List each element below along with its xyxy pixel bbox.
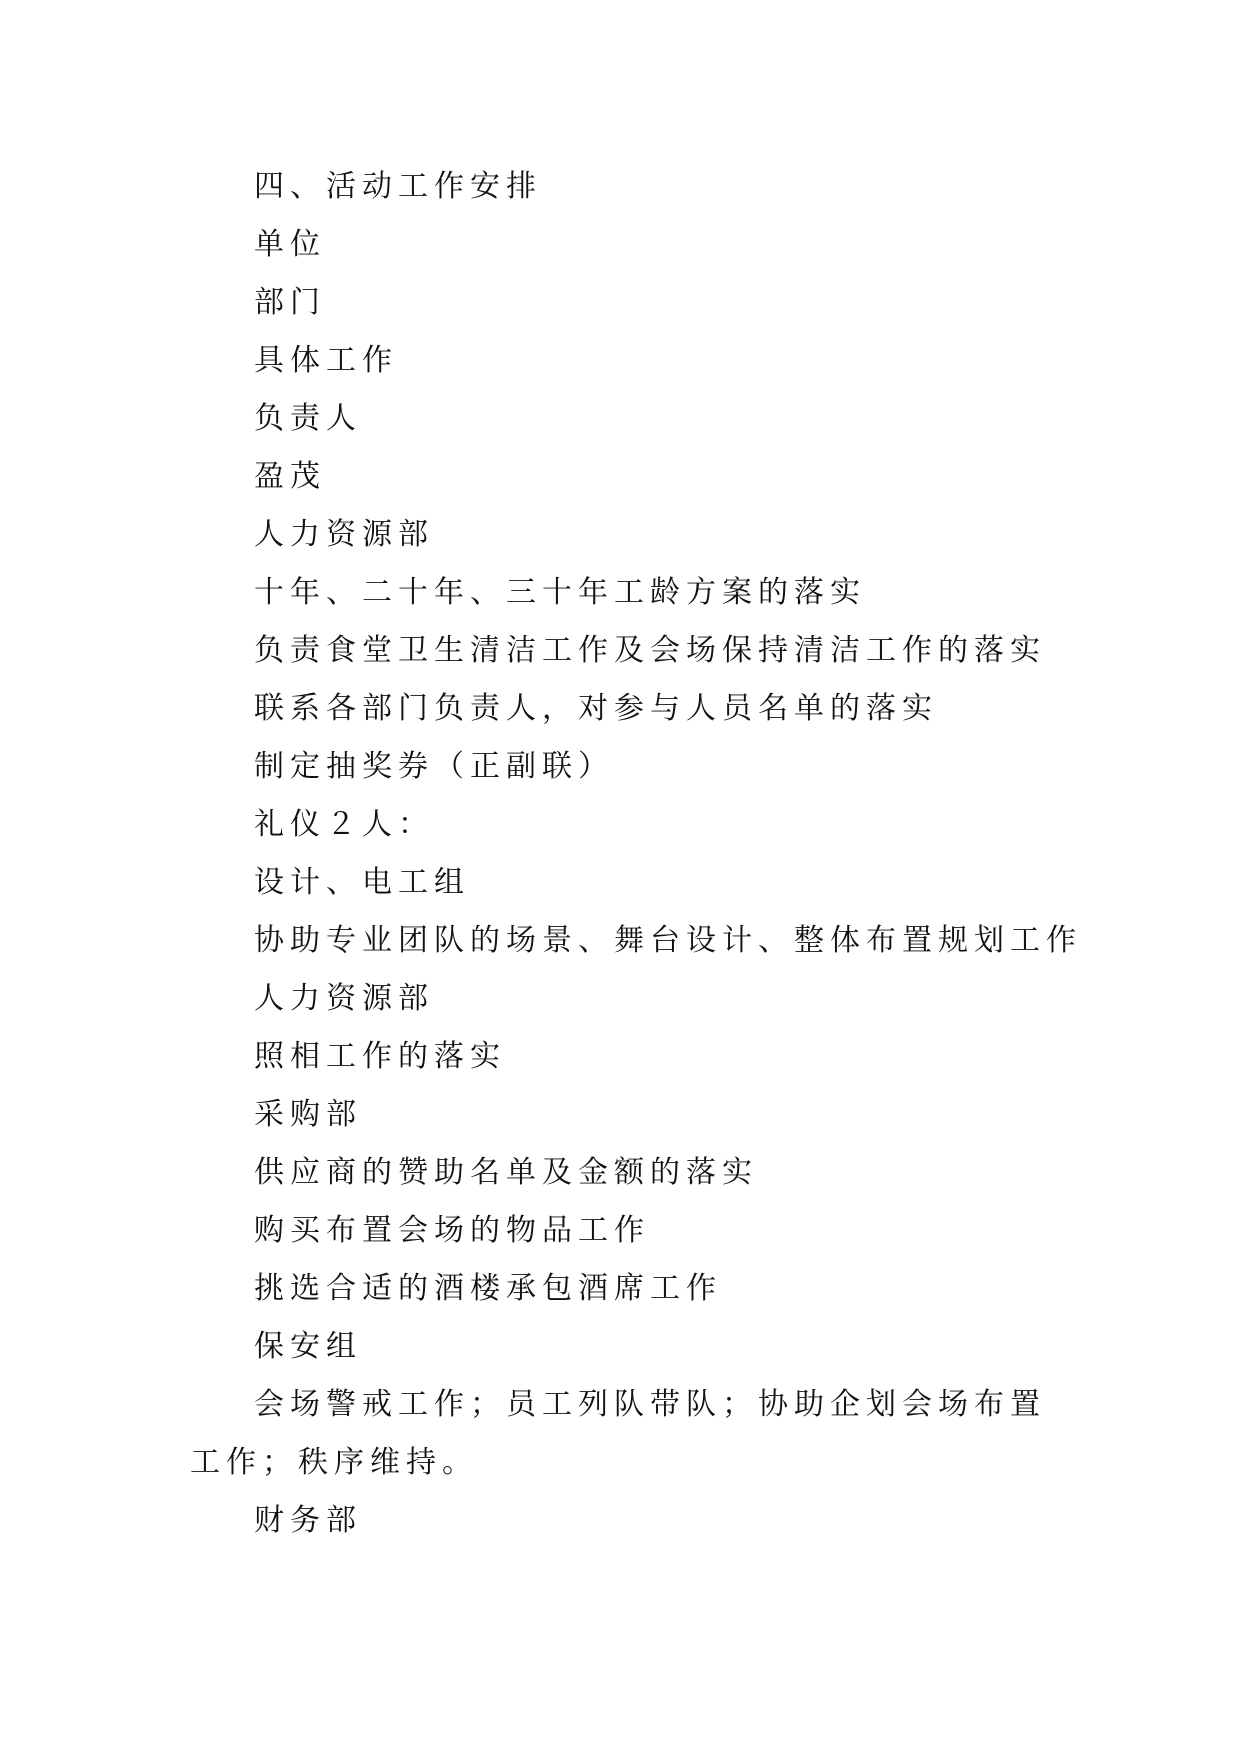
text-line: 联系各部门负责人，对参与人员名单的落实 — [254, 691, 938, 726]
text-line: 照相工作的落实 — [254, 1039, 506, 1074]
text-line: 十年、二十年、三十年工龄方案的落实 — [254, 575, 866, 610]
text-paragraph: 会场警戒工作；员工列队带队；协助企划会场布置工作；秩序维持。 — [190, 1387, 1046, 1480]
text-line: 设计、电工组 — [254, 865, 470, 900]
text-line: 人力资源部 — [254, 981, 434, 1016]
text-line: 人力资源部 — [254, 517, 434, 552]
document-body — [190, 158, 1082, 1550]
text-line: 财务部 — [254, 1503, 362, 1538]
text-line: 采购部 — [254, 1097, 362, 1132]
text-line: 购买布置会场的物品工作 — [254, 1213, 650, 1248]
section-heading: 四、活动工作安排 — [254, 169, 542, 204]
text-line: 盈茂 — [254, 459, 326, 494]
text-line: 挑选合适的酒楼承包酒席工作 — [254, 1271, 722, 1306]
text-line: 具体工作 — [254, 343, 398, 378]
text-line: 负责人 — [254, 401, 362, 436]
text-line: 负责食堂卫生清洁工作及会场保持清洁工作的落实 — [254, 633, 1046, 668]
text-line: 供应商的赞助名单及金额的落实 — [254, 1155, 758, 1190]
text-line: 礼仪２人： — [254, 807, 434, 842]
text-line: 部门 — [254, 285, 326, 320]
text-line: 协助专业团队的场景、舞台设计、整体布置规划工作 — [254, 923, 1082, 958]
text-line: 制定抽奖券（正副联） — [254, 749, 614, 784]
text-line: 单位 — [254, 227, 326, 262]
text-line: 保安组 — [254, 1329, 362, 1364]
